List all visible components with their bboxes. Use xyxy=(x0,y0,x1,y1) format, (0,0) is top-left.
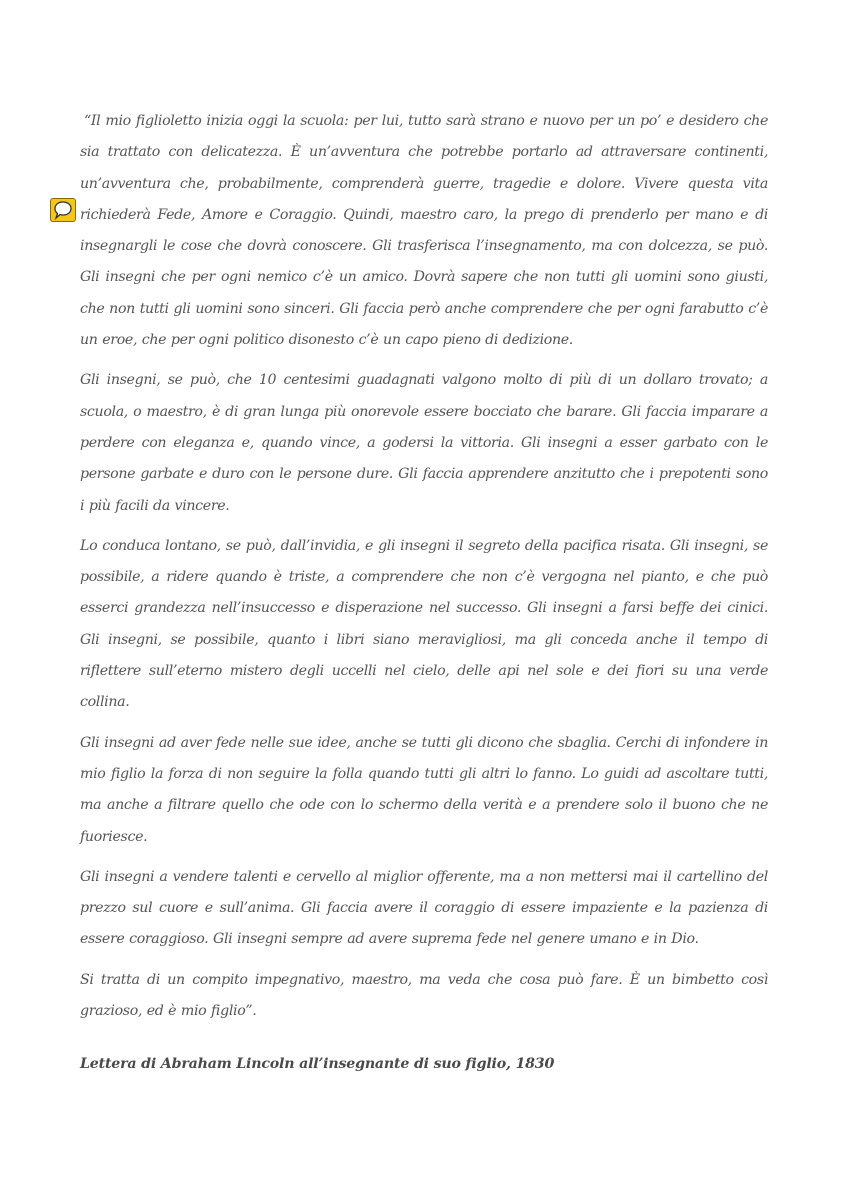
paragraph: Gli insegni ad aver fede nelle sue idee, anche se tutti gli dicono che sbaglia. Cerchi di infondere in mio figlio la forza di non seguire la folla quando tutti gli altri lo fanno. Lo guidi ad ascoltare tutti, ma anche a filtrare quello che ode con lo schermo della verità e a prendere solo il buono che ne fuoriesce. xyxy=(80,734,768,845)
speech-bubble-icon xyxy=(53,200,73,220)
paragraph: Lo conduca lontano, se può, dall’invidia, e gli insegni il segreto della pacifica risata. Gli insegni, se possibile, a ridere quando è triste, a comprendere che non c’è vergogna nel pianto, e che può esserci grandezza nell’insuccesso e disperazione nel successo. Gli insegni a farsi beffe dei cinici. Gli insegni, se possibile, quanto i libri siano meravigliosi, ma gli conceda anche il tempo di riflettere sull’eterno mistero degli uccelli nel cielo, delle api nel sole e dei fiori su una verde collina. xyxy=(80,537,768,711)
paragraph: “Il mio figlioletto inizia oggi la scuola: per lui, tutto sarà strano e nuovo per un po’ e desidero che sia trattato con delicatezza. È un’avventura che potrebbe portarlo ad attraversare continenti, un’avventura che, probabilmente, comprenderà guerre, tragedie e dolore. Vivere questa vita richiederà Fede, Amore e Coraggio. Quindi, maestro caro, la prego di prenderlo per mano e di insegnargli le cose che dovrà conoscere. Gli trasferisca l’insegnamento, ma con dolcezza, se può. Gli insegni che per ogni nemico c’è un amico. Dovrà sapere che non tutti gli uomini sono giusti, che non tutti gli uomini sono sinceri. Gli faccia però anche comprendere che per ogni farabutto c’è un eroe, che per ogni politico disonesto c’è un capo pieno di dedizione. xyxy=(80,113,768,349)
letter-body xyxy=(80,106,768,1036)
paragraph: Si tratta di un compito impegnativo, maestro, ma veda che cosa può fare. È un bimbetto così grazioso, ed è mio figlio”. xyxy=(80,971,768,1020)
comment-annotation-icon[interactable] xyxy=(50,198,76,222)
paragraph: Gli insegni, se può, che 10 centesimi guadagnati valgono molto di più di un dollaro trovato; a scuola, o maestro, è di gran lunga più onorevole essere bocciato che barare. Gli faccia imparare a perdere con eleganza e, quando vince, a godersi la vittoria. Gli insegni a esser garbato con le persone garbate e duro con le persone dure. Gli faccia apprendere anzitutto che i prepotenti sono i più facili da vincere. xyxy=(80,372,768,514)
paragraph: Gli insegni a vendere talenti e cervello al miglior offerente, ma a non mettersi mai il cartellino del prezzo sul cuore e sull’anima. Gli faccia avere il coraggio di essere impaziente e la pazienza di essere coraggioso. Gli insegni sempre ad avere suprema fede nel genere umano e in Dio. xyxy=(80,868,768,948)
letter-signature: Lettera di Abraham Lincoln all’insegnante di suo figlio, 1830 xyxy=(80,1056,555,1072)
